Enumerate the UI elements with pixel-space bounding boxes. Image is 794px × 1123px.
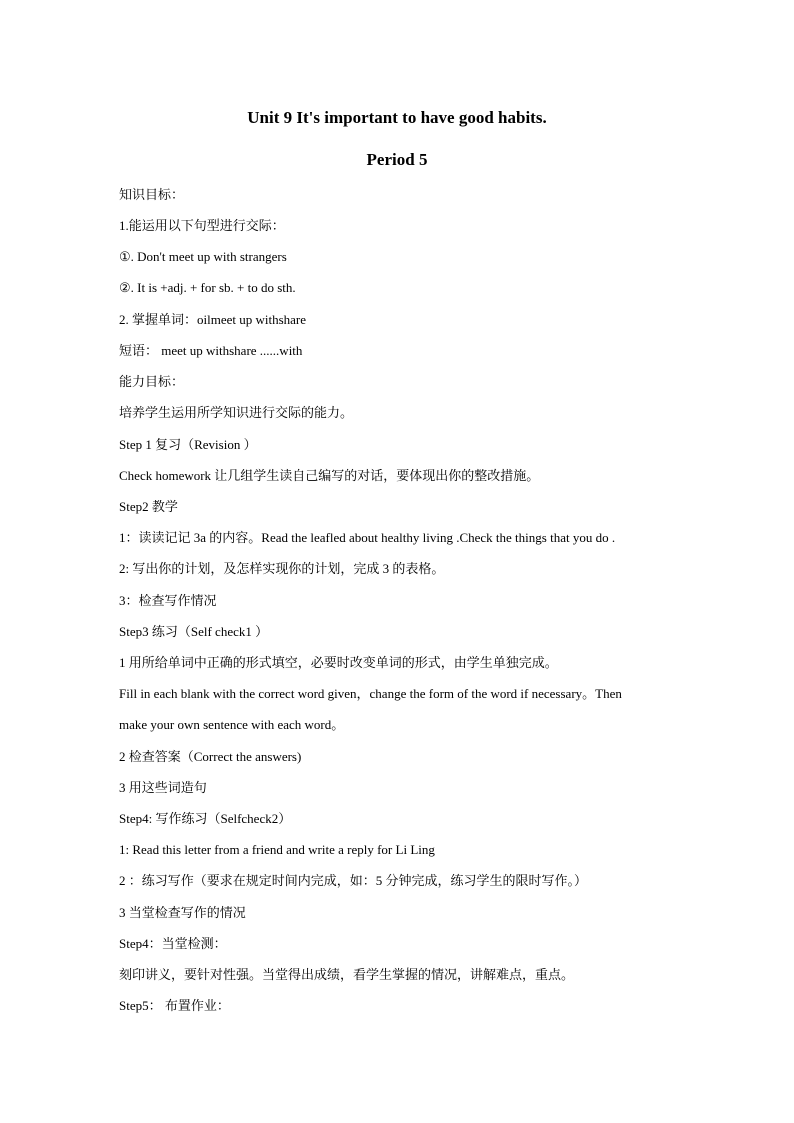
body-line: ①. Don't meet up with strangers (119, 249, 287, 264)
step3-heading: Step3 练习（Self check1 ） (119, 624, 269, 639)
body-line: 1 用所给单词中正确的形式填空，必要时改变单词的形式，由学生单独完成。 (119, 655, 558, 670)
body-line: 1: Read this letter from a friend and write a reply for Li Ling (119, 842, 435, 857)
body-line: 2 ：练习写作（要求在规定时间内完成，如：5 分钟完成，练习学生的限时写作。） (119, 873, 588, 888)
body-line: 刻印讲义，要针对性强。当堂得出成绩，看学生掌握的情况，讲解难点，重点。 (119, 967, 575, 982)
body-line: 2 检查答案（Correct the answers) (119, 749, 302, 764)
body-line: 2. 掌握单词：oilmeet up withshare (119, 312, 307, 327)
body-line: 3 用这些词造句 (119, 780, 207, 795)
body-line: 1.能运用以下句型进行交际： (119, 218, 285, 233)
body-line: 3 当堂检查写作的情况 (119, 905, 246, 920)
body-line: Check homework 让几组学生读自己编写的对话，要体现出你的整改措施。 (119, 468, 540, 483)
body-line: Fill in each blank with the correct word given，change the form of the word if necessary。Then (119, 686, 622, 701)
step1-heading: Step 1 复习（Revision ） (119, 437, 257, 452)
knowledge-goals-heading: 知识目标： (119, 187, 185, 202)
body-line: make your own sentence with each word。 (119, 717, 345, 732)
body-line: ②. It is +adj. + for sb. + to do sth. (119, 280, 296, 295)
body-line: 短语： meet up withshare ......with (119, 343, 303, 358)
step2-heading: Step2 教学 (119, 499, 178, 514)
step5-heading: Step5： 布置作业： (119, 998, 230, 1013)
body-line: 培养学生运用所学知识进行交际的能力。 (119, 405, 354, 420)
period-heading: Period 5 (366, 150, 428, 169)
body-line: 3：检查写作情况 (119, 593, 217, 608)
document-title: Unit 9 It's important to have good habits. (247, 108, 547, 127)
body-line: 2: 写出你的计划，及怎样实现你的计划，完成 3 的表格。 (119, 561, 445, 576)
ability-goals-heading: 能力目标： (119, 374, 185, 389)
step4-heading: Step4: 写作练习（Selfcheck2） (119, 811, 292, 826)
step4-test-heading: Step4：当堂检测： (119, 936, 227, 951)
body-line: 1：读读记记 3a 的内容。Read the leafled about healthy living .Check the things that you do . (119, 530, 616, 545)
